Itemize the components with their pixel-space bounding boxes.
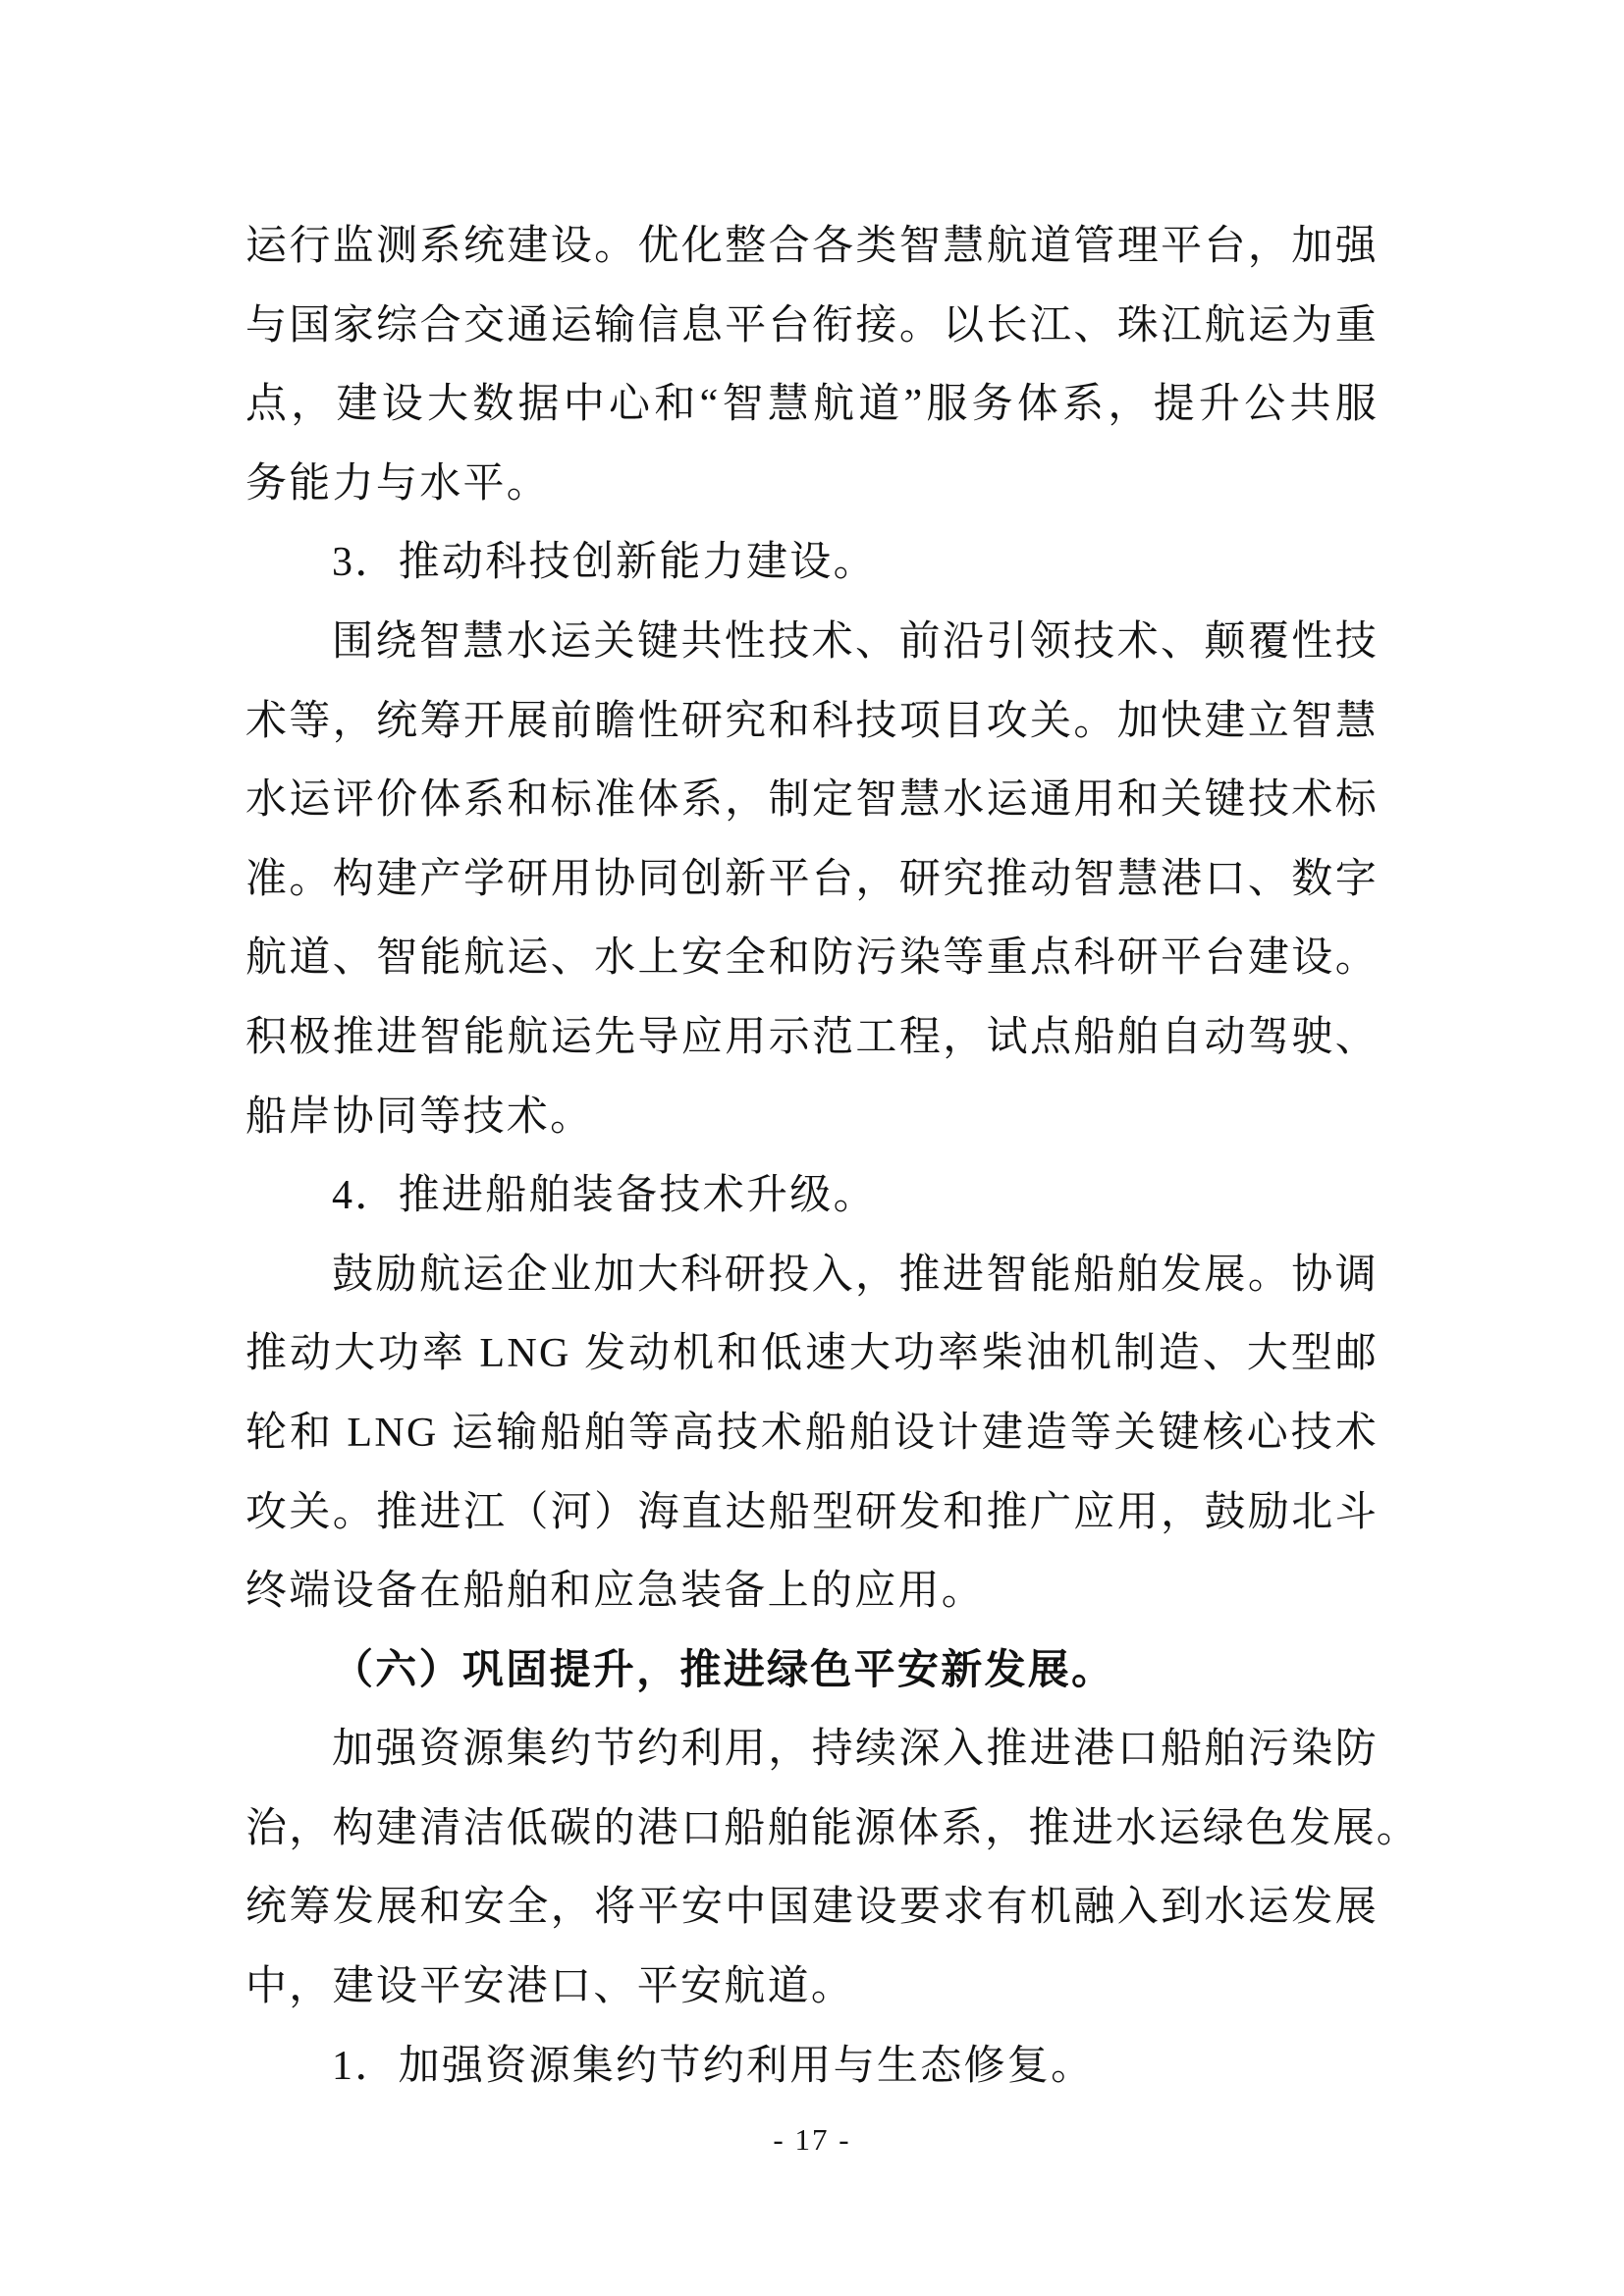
- text-line: 加强资源集约节约利用，持续深入推进港口船舶污染防: [332, 1727, 1379, 1773]
- text-line: 轮和 LNG 运输船舶等高技术船舶设计建造等关键核心技术: [245, 1410, 1379, 1456]
- text-line: 术等，统筹开展前瞻性研究和科技项目攻关。加快建立智慧: [245, 698, 1379, 744]
- text-line: 中，建设平安港口、平安航道。: [245, 1964, 855, 2010]
- text-line: 鼓励航运企业加大科研投入，推进智能船舶发展。协调: [332, 1252, 1379, 1298]
- text-line: 积极推进智能航运先导应用示范工程，试点船舶自动驾驶、: [245, 1014, 1379, 1060]
- page-number: - 17 -: [773, 2122, 851, 2157]
- text-line: 水运评价体系和标准体系，制定智慧水运通用和关键技术标: [245, 777, 1379, 824]
- text-line: 终端设备在船舶和应急装备上的应用。: [245, 1569, 986, 1615]
- text-line: 推动大功率 LNG 发动机和低速大功率柴油机制造、大型邮: [245, 1331, 1379, 1377]
- text-line: 船岸协同等技术。: [245, 1094, 594, 1140]
- text-line: 与国家综合交通运输信息平台衔接。以长江、珠江航运为重: [245, 302, 1379, 348]
- text-line: 运行监测系统建设。优化整合各类智慧航道管理平台，加强: [245, 224, 1379, 269]
- text-line: 1．加强资源集约节约利用与生态修复。: [332, 2043, 1095, 2089]
- text-line: 治，构建清洁低碳的港口船舶能源体系，推进水运绿色发展。: [245, 1805, 1421, 1851]
- text-line: 4．推进船舶装备技术升级。: [332, 1173, 877, 1219]
- text-line: 务能力与水平。: [245, 460, 551, 507]
- text-line: 攻关。推进江（河）海直达船型研发和推广应用，鼓励北斗: [245, 1489, 1379, 1535]
- text-line: 3．推动科技创新能力建设。: [332, 540, 877, 586]
- text-line: （六）巩固提升，推进绿色平安新发展。: [332, 1647, 1115, 1693]
- text-line: 围绕智慧水运关键共性技术、前沿引领技术、颠覆性技: [332, 618, 1379, 665]
- text-line: 准。构建产学研用协同创新平台，研究推动智慧港口、数字: [245, 856, 1379, 902]
- text-line: 航道、智能航运、水上安全和防污染等重点科研平台建设。: [245, 935, 1379, 982]
- text-line: 点，建设大数据中心和“智慧航道”服务体系，提升公共服: [245, 382, 1379, 428]
- text-line: 统筹发展和安全，将平安中国建设要求有机融入到水运发展: [245, 1885, 1379, 1931]
- document-body: [245, 207, 1421, 2106]
